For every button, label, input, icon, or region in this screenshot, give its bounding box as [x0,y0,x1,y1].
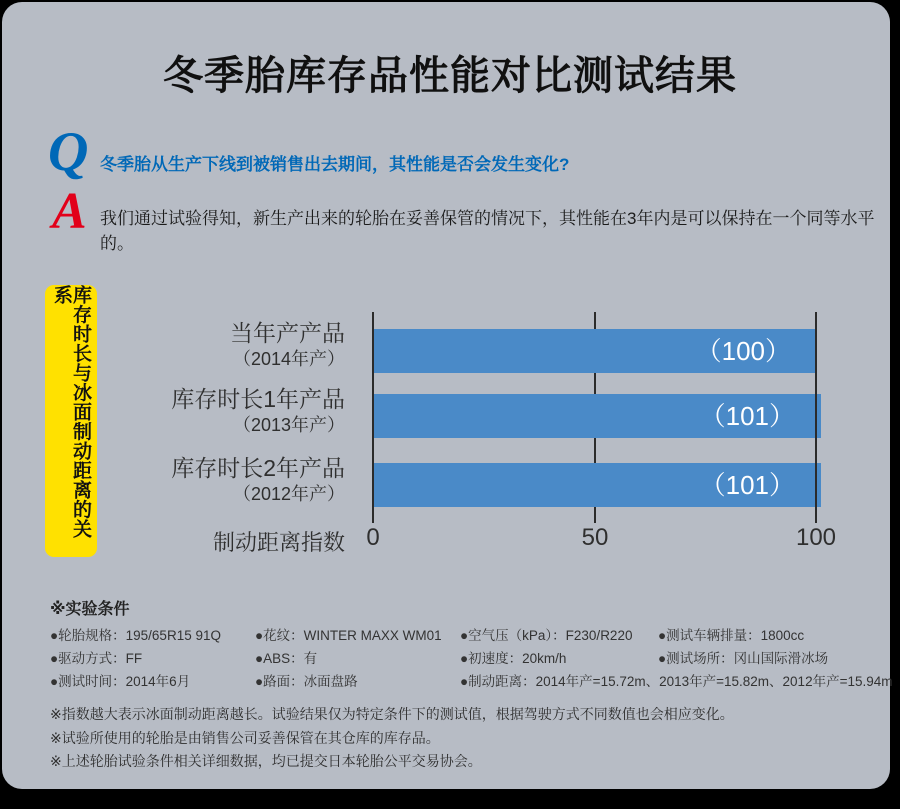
answer-letter: A [52,183,87,240]
condition-item: ●初速度：20km/h [460,651,567,666]
bar-value-label: （101） [699,401,795,431]
category-sublabel: （2012年产） [232,484,345,504]
gridline-0 [372,312,374,523]
answer-text: 我们通过试验得知，新生产出来的轮胎在妥善保管的情况下，其性能在3年内是可以保持在一个同等水平的。 [100,209,875,253]
x-tick-label-50: 50 [581,524,609,551]
footnote: ※指数越大表示冰面制动距离越长。试验结果仅为特定条件下的测试值，根据驾驶方式不同数值也会相应变化。 [50,706,734,722]
conditions-column-1 [50,624,221,693]
category-name: 当年产产品 [230,320,345,346]
condition-item: ●空气压（kPa）：F230/R220 [460,628,633,643]
conditions-header: ※实验条件 [50,601,130,618]
category-label-2 [100,386,345,437]
condition-item: ●ABS：有 [255,651,318,666]
category-name: 库存时长2年产品 [171,455,345,481]
condition-item: ●路面：冰面盘路 [255,674,358,689]
x-tick-label-100: 100 [795,524,837,551]
gridline-100 [815,312,817,523]
bar-value-label: （101） [699,470,795,500]
footnote: ※试验所使用的轮胎是由销售公司妥善保管在其仓库的库存品。 [50,729,440,746]
conditions-column-4 [658,624,828,670]
bar-row-1 [374,329,817,373]
question-text: 冬季胎从生产下线到被销售出去期间，其性能是否会发生变化? [100,155,570,174]
page-title: 冬季胎库存品性能对比测试结果 [163,54,737,98]
x-tick-label-0: 0 [366,524,380,551]
condition-item: ●轮胎规格：195/65R15 91Q [50,628,221,643]
bar-row-2 [374,394,821,438]
bar-value-label: （100） [695,336,791,366]
footnotes [50,703,734,774]
category-name: 库存时长1年产品 [171,386,345,412]
condition-item: ●测试时间：2014年6月 [50,674,191,689]
category-sublabel: （2014年产） [232,349,345,369]
footnote: ※上述轮胎试验条件相关详细数据，均已提交日本轮胎公平交易协会。 [50,753,482,769]
category-label-3 [100,455,345,506]
category-sublabel: （2013年产） [232,415,345,435]
category-label-1 [100,320,345,371]
conditions-column-2 [255,624,442,693]
condition-item: ●制动距离：2014年产=15.72m、2013年产=15.82m、2012年产=15.94m [460,674,893,689]
condition-item: ●测试车辆排量：1800cc [658,628,805,643]
condition-item: ●花纹：WINTER MAXX WM01 [255,628,442,643]
chart-side-label: 库存时长与冰面制动距离的关系 [45,285,97,557]
x-axis-title: 制动距离指数 [212,530,345,555]
condition-item: ●驱动方式：FF [50,651,143,666]
condition-item: ●测试场所：冈山国际滑冰场 [658,651,829,666]
bar-row-3 [374,463,821,507]
question-letter: Q [48,121,89,183]
